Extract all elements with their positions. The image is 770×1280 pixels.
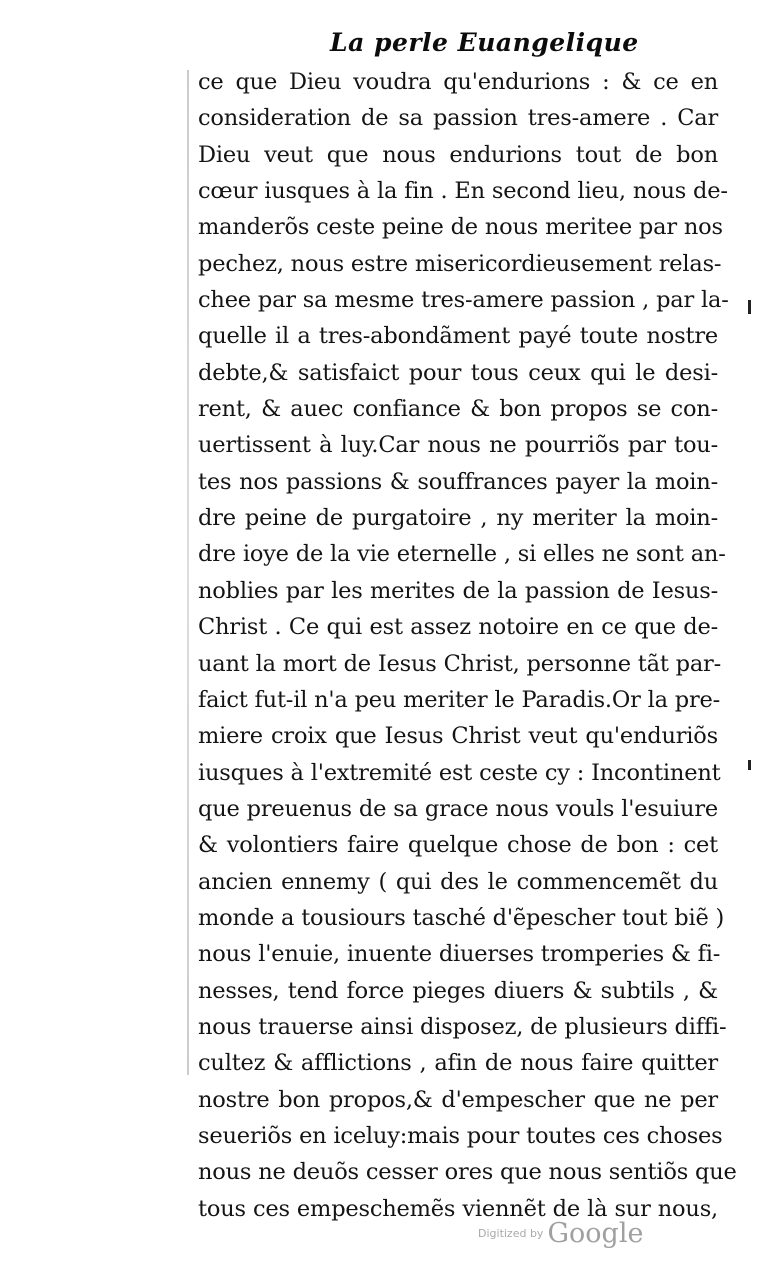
text-line: cœur iusques à la fin . En second lieu, nous de-	[198, 178, 728, 205]
text-line: nesses, tend force pieges diuers & subtils , &	[198, 977, 718, 1004]
text-line: monde a tousiours tasché d'ẽpescher tout biẽ )	[198, 904, 725, 931]
text-line: seueriõs en iceluy:mais pour toutes ces choses	[198, 1122, 723, 1149]
text-line: que preuenus de sa grace nous vouls l'esuiure	[198, 795, 718, 822]
watermark-prefix: Digitized by	[478, 1227, 544, 1240]
text-line: miere croix que Iesus Christ veut qu'enduriõs	[198, 723, 718, 750]
gutter-shadow	[187, 70, 189, 1075]
text-line: consideration de sa passion tres-amere . Car	[198, 105, 718, 132]
text-line: quelle il a tres-abondãment payé toute nostre	[198, 323, 718, 350]
text-line: nous trauerse ainsi disposez, de plusieurs diffi-	[198, 1013, 727, 1040]
text-line: cultez & afflictions , afin de nous faire quitter	[198, 1050, 718, 1077]
text-line: rent, & auec confiance & bon propos se con-	[198, 396, 718, 423]
text-line: debte,& satisfaict pour tous ceux qui le desi-	[198, 359, 718, 386]
text-line: uant la mort de Iesus Christ, personne tãt par-	[198, 650, 721, 677]
text-line: ancien ennemy ( qui des le commencemẽt du	[198, 868, 718, 895]
text-line: Dieu veut que nous endurions tout de bon	[198, 141, 718, 168]
text-line: iusques à l'extremité est ceste cy : Incontinent	[198, 759, 721, 786]
text-line: & volontiers faire quelque chose de bon : cet	[198, 832, 718, 859]
digitization-watermark	[478, 1218, 643, 1249]
text-line: noblies par les merites de la passion de Iesus-	[198, 577, 718, 604]
google-logo: Google	[547, 1218, 644, 1249]
text-line: Christ . Ce qui est assez notoire en ce que de-	[198, 614, 718, 641]
running-head: La perle Euangelique	[330, 28, 639, 57]
text-line: chee par sa mesme tres-amere passion , par la-	[198, 287, 729, 314]
text-line: nous l'enuie, inuente diuerses tromperies & fi-	[198, 941, 721, 968]
text-line: pechez, nous estre misericordieusement relas-	[198, 250, 722, 277]
text-line: nous ne deuõs cesser ores que nous sentiõs que	[198, 1159, 737, 1186]
text-line: manderõs ceste peine de nous meritee par nos	[198, 214, 723, 241]
text-line: nostre bon propos,& d'empescher que ne per	[198, 1086, 718, 1113]
text-line: ce que Dieu voudra qu'endurions : & ce en	[198, 69, 718, 95]
margin-speck	[748, 300, 751, 314]
text-line: tes nos passions & souffrances payer la moin-	[198, 468, 718, 495]
body-text	[198, 64, 737, 1227]
text-line: faict fut-il n'a peu meriter le Paradis.Or la pre-	[198, 686, 721, 713]
text-line: dre ioye de la vie eternelle , si elles ne sont an-	[198, 541, 726, 568]
text-line: uertissent à luy.Car nous ne pourriõs par tou-	[198, 432, 718, 459]
text-line: tous ces empeschemẽs viennẽt de là sur nous,	[198, 1195, 718, 1222]
margin-speck	[748, 760, 751, 770]
text-line: dre peine de purgatoire , ny meriter la moin-	[198, 505, 718, 532]
